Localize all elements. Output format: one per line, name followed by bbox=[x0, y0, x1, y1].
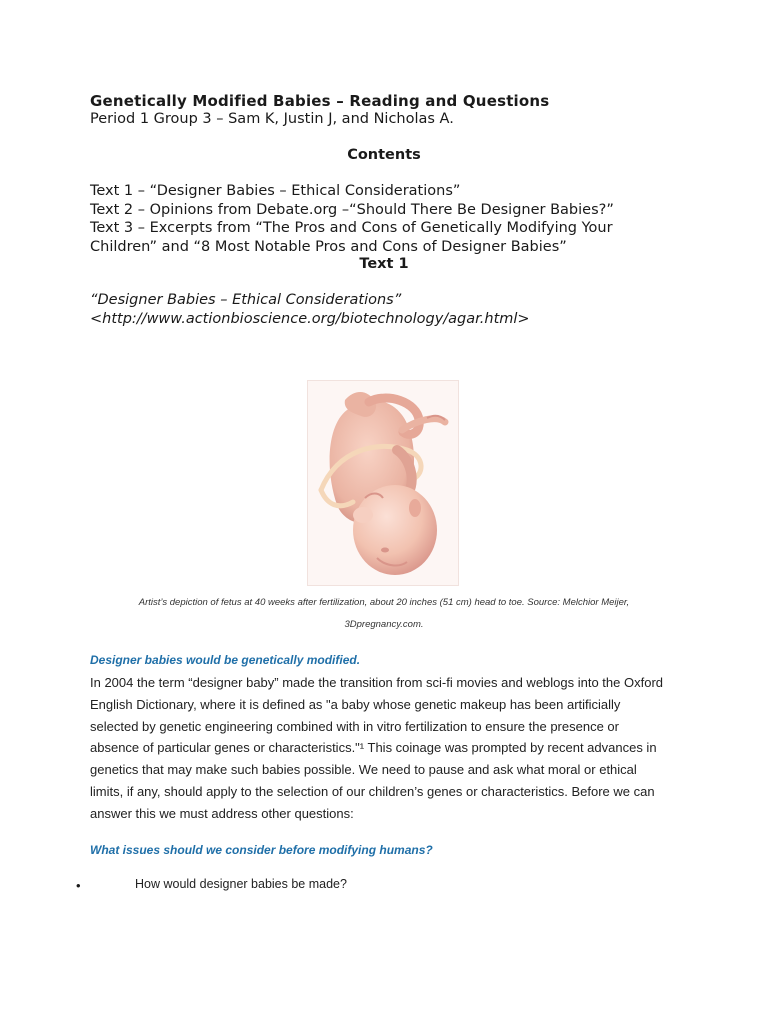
author-line: Period 1 Group 3 – Sam K, Justin J, and Nicholas A. bbox=[90, 111, 454, 127]
section-heading: What issues should we consider before modifying humans? bbox=[90, 843, 433, 857]
section-heading: Designer babies would be genetically modified. bbox=[90, 653, 361, 667]
article-title: “Designer Babies – Ethical Considerations” bbox=[90, 292, 402, 308]
caption-line: 3Dpregnancy.com. bbox=[344, 619, 424, 630]
toc-line: Text 3 – Excerpts from “The Pros and Cons of Genetically Modifying Your bbox=[90, 220, 613, 236]
bullet-item: How would designer babies be made? bbox=[135, 877, 347, 891]
toc-line: Text 1 – “Designer Babies – Ethical Considerations” bbox=[90, 183, 461, 199]
text1-heading: Text 1 bbox=[359, 256, 409, 272]
article-reference bbox=[90, 291, 530, 329]
table-of-contents bbox=[90, 182, 650, 256]
bullet-icon: • bbox=[76, 878, 81, 893]
document-title: Genetically Modified Babies – Reading and Questions bbox=[90, 92, 550, 110]
body-paragraph: In 2004 the term “designer baby” made the transition from sci-fi movies and weblogs into the Oxford English Dictionary, where it is defined as "a baby whose genetic makeup has been artificially selected by genetic engineering combined with in vitro fertilization to ensure the presence or absence of particular genes or characteristics."¹ This coinage was prompted by recent advances in genetics that may make such babies possible. We need to pause and ask what moral or ethical limits, if any, should apply to the selection of our children’s genes or characteristics. Before we can answer this we must address other questions: bbox=[90, 675, 664, 821]
article-url[interactable]: <http://www.actionbioscience.org/biotechnology/agar.html> bbox=[90, 311, 530, 327]
figure-caption bbox=[80, 592, 688, 636]
caption-line: Artist’s depiction of fetus at 40 weeks after fertilization, about 20 inches (51 cm) head to toe. Source: Melchior Meijer, bbox=[138, 597, 630, 608]
contents-heading: Contents bbox=[347, 147, 421, 163]
fetus-illustration bbox=[307, 380, 459, 586]
toc-line: Children” and “8 Most Notable Pros and Cons of Designer Babies” bbox=[90, 238, 567, 255]
toc-line: Text 2 – Opinions from Debate.org –“Should There Be Designer Babies?” bbox=[90, 201, 614, 218]
